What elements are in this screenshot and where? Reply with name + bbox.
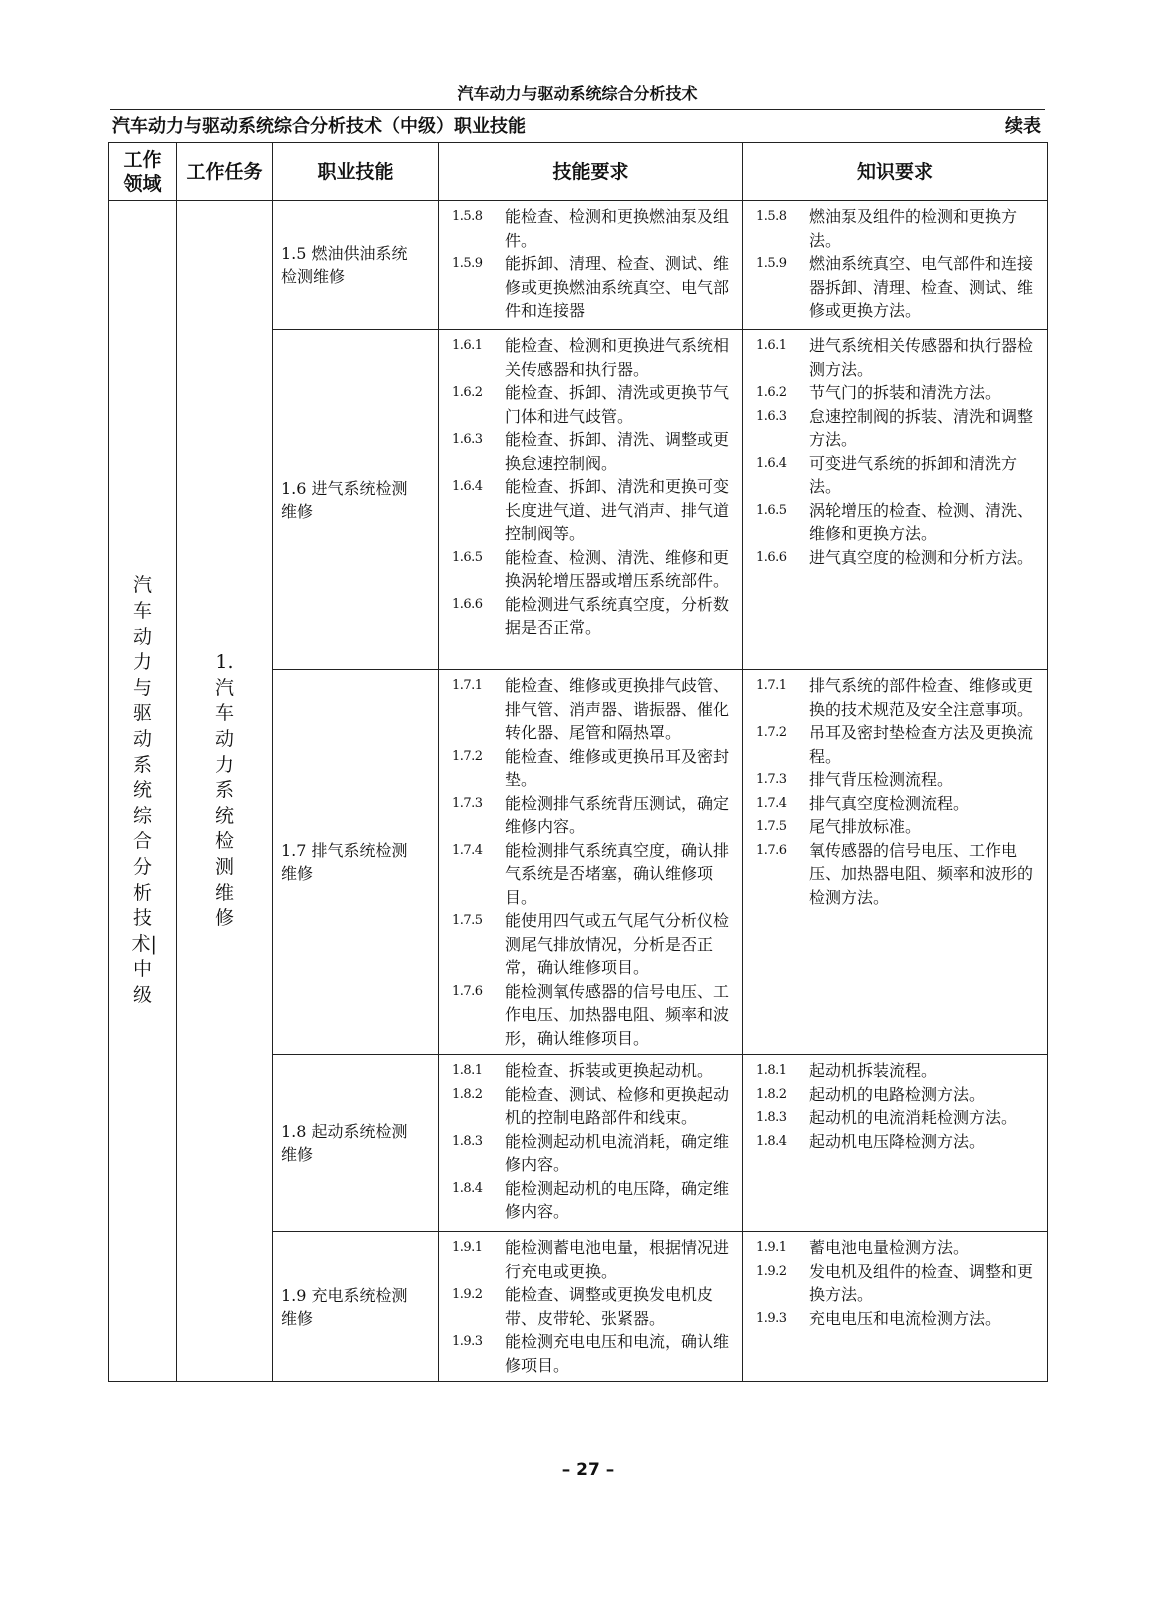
item-number: 1.9.1 bbox=[756, 1240, 787, 1255]
item-text: 能检查、拆卸、清洗和更换可变长度进气道、进气消声、排气道控制阀等。 bbox=[505, 477, 730, 543]
task-cell bbox=[177, 201, 273, 1382]
item-number: 1.7.3 bbox=[756, 772, 787, 787]
ability-item bbox=[439, 745, 742, 792]
ability-cell bbox=[439, 670, 743, 1055]
knowledge-item bbox=[743, 839, 1047, 910]
ability-item bbox=[439, 980, 742, 1051]
item-text: 能检查、拆卸、清洗、调整或更换怠速控制阀。 bbox=[505, 430, 730, 473]
ability-item bbox=[439, 428, 742, 475]
header-knowledge: 知识要求 bbox=[743, 143, 1048, 201]
item-text: 排气系统的部件检查、维修或更换的技术规范及安全注意事项。 bbox=[809, 676, 1034, 719]
task-text: 汽车动力系统检测维修 bbox=[214, 676, 234, 930]
knowledge-item bbox=[743, 768, 1047, 792]
ability-item bbox=[439, 205, 742, 252]
item-number: 1.6.1 bbox=[452, 338, 483, 353]
item-text: 进气系统相关传感器和执行器检测方法。 bbox=[809, 336, 1034, 379]
item-text: 排气真空度检测流程。 bbox=[809, 793, 970, 813]
item-text: 氧传感器的信号电压、工作电压、加热器电阻、频率和波形的检测方法。 bbox=[809, 840, 1034, 907]
knowledge-item bbox=[743, 721, 1047, 768]
skill-cell bbox=[273, 1232, 439, 1382]
ability-item bbox=[439, 839, 742, 910]
header-rule bbox=[110, 109, 1045, 110]
item-number: 1.8.4 bbox=[452, 1180, 483, 1196]
domain-text: 汽车动力与驱动系统综合分析技术|中级 bbox=[131, 574, 157, 1006]
item-number: 1.7.2 bbox=[452, 748, 483, 764]
knowledge-item bbox=[743, 452, 1047, 499]
ability-item bbox=[439, 1330, 742, 1377]
item-number: 1.8.4 bbox=[756, 1133, 787, 1149]
item-text: 能检查、维修或更换排气歧管、排气管、消声器、谐振器、催化转化器、尾管和隔热罩。 bbox=[505, 676, 730, 742]
knowledge-item bbox=[743, 1083, 1047, 1107]
item-text: 充电电压和电流检测方法。 bbox=[809, 1308, 1002, 1328]
item-number: 1.6.6 bbox=[452, 596, 483, 612]
item-text: 起动机拆装流程。 bbox=[809, 1061, 938, 1080]
item-text: 尾气排放标准。 bbox=[809, 817, 922, 836]
item-number: 1.7.6 bbox=[756, 842, 787, 858]
ability-item bbox=[439, 593, 742, 640]
item-number: 1.5.9 bbox=[452, 256, 483, 271]
header-row bbox=[109, 143, 1048, 201]
knowledge-cell bbox=[743, 1232, 1048, 1382]
ability-cell bbox=[439, 201, 743, 330]
item-text: 怠速控制阀的拆装、清洗和调整方法。 bbox=[809, 406, 1034, 449]
header-skill: 职业技能 bbox=[273, 143, 439, 201]
item-text: 能检测排气系统背压测试，确定维修内容。 bbox=[505, 793, 730, 836]
item-number: 1.5.8 bbox=[756, 209, 787, 224]
skill-cell bbox=[273, 670, 439, 1055]
ability-item bbox=[439, 1059, 742, 1083]
knowledge-item bbox=[743, 1260, 1047, 1307]
ability-item bbox=[439, 1083, 742, 1130]
item-text: 发电机及组件的检查、调整和更换方法。 bbox=[809, 1261, 1034, 1304]
skill-label: 1.6 进气系统检测维修 bbox=[281, 478, 408, 521]
item-number: 1.8.3 bbox=[756, 1110, 787, 1125]
skill-label: 1.5 燃油供油系统检测维修 bbox=[281, 244, 408, 286]
page-number: – 27 – bbox=[561, 1460, 615, 1480]
ability-item bbox=[439, 674, 742, 745]
item-text: 起动机的电路检测方法。 bbox=[809, 1084, 986, 1104]
item-text: 涡轮增压的检查、检测、清洗、维修和更换方法。 bbox=[809, 500, 1034, 543]
header-ability: 技能要求 bbox=[439, 143, 743, 201]
skill-label: 1.8 起动系统检测维修 bbox=[281, 1122, 408, 1164]
skill-label: 1.7 排气系统检测维修 bbox=[281, 841, 408, 883]
knowledge-item bbox=[743, 205, 1047, 252]
ability-item bbox=[439, 1236, 742, 1283]
item-number: 1.8.2 bbox=[756, 1086, 787, 1102]
item-number: 1.9.3 bbox=[452, 1334, 483, 1349]
item-number: 1.8.2 bbox=[452, 1086, 483, 1102]
item-text: 能检测进气系统真空度，分析数据是否正常。 bbox=[505, 594, 730, 637]
item-number: 1.6.6 bbox=[756, 549, 787, 565]
continued-label: 续表 bbox=[1005, 116, 1041, 137]
knowledge-item bbox=[743, 381, 1047, 405]
running-head: 汽车动力与驱动系统综合分析技术 bbox=[457, 84, 698, 103]
header-task: 工作任务 bbox=[177, 143, 273, 201]
item-text: 蓄电池电量检测方法。 bbox=[809, 1238, 970, 1257]
ability-cell bbox=[439, 1055, 743, 1232]
ability-item bbox=[439, 252, 742, 323]
item-text: 起动机电压降检测方法。 bbox=[809, 1131, 986, 1151]
item-number: 1.6.3 bbox=[756, 408, 787, 424]
item-number: 1.6.4 bbox=[452, 479, 483, 494]
item-text: 能拆卸、清理、检查、测试、维修或更换燃油系统真空、电气部件和连接器 bbox=[505, 254, 730, 320]
item-text: 燃油泵及组件的检测和更换方法。 bbox=[809, 207, 1018, 250]
item-text: 能检查、调整或更换发电机皮带、皮带轮、张紧器。 bbox=[505, 1285, 714, 1328]
item-text: 排气背压检测流程。 bbox=[809, 770, 954, 789]
table-body bbox=[109, 201, 1048, 1382]
task-number: 1. bbox=[215, 651, 234, 674]
knowledge-cell bbox=[743, 201, 1048, 330]
knowledge-item bbox=[743, 252, 1047, 323]
item-number: 1.6.5 bbox=[452, 549, 483, 565]
item-text: 能检测充电电压和电流，确认维修项目。 bbox=[505, 1332, 730, 1375]
knowledge-cell bbox=[743, 1055, 1048, 1232]
item-number: 1.7.2 bbox=[756, 725, 787, 740]
knowledge-item bbox=[743, 1106, 1047, 1130]
item-number: 1.7.4 bbox=[452, 842, 483, 858]
knowledge-item bbox=[743, 499, 1047, 546]
item-number: 1.9.1 bbox=[452, 1240, 483, 1255]
knowledge-item bbox=[743, 1236, 1047, 1260]
item-number: 1.5.9 bbox=[756, 256, 787, 271]
knowledge-cell bbox=[743, 670, 1048, 1055]
table-row bbox=[109, 201, 1048, 330]
item-number: 1.7.6 bbox=[452, 983, 483, 999]
item-text: 起动机的电流消耗检测方法。 bbox=[809, 1108, 1018, 1127]
skill-cell bbox=[273, 1055, 439, 1232]
item-text: 能检查、检测、清洗、维修和更换涡轮增压器或增压系统部件。 bbox=[505, 547, 730, 590]
ability-item bbox=[439, 909, 742, 980]
item-text: 能检查、拆装或更换起动机。 bbox=[505, 1061, 714, 1080]
table-title-row bbox=[110, 113, 1045, 141]
item-number: 1.6.5 bbox=[756, 502, 787, 518]
item-text: 能检查、测试、检修和更换起动机的控制电路部件和线束。 bbox=[505, 1084, 730, 1127]
header-domain: 工作领域 bbox=[109, 143, 177, 201]
item-number: 1.7.4 bbox=[756, 795, 787, 811]
item-number: 1.5.8 bbox=[452, 209, 483, 224]
ability-item bbox=[439, 792, 742, 839]
item-text: 能检查、拆卸、清洗或更换节气门体和进气歧管。 bbox=[505, 383, 730, 426]
item-number: 1.9.2 bbox=[452, 1287, 483, 1302]
knowledge-item bbox=[743, 1130, 1047, 1154]
item-text: 节气门的拆装和清洗方法。 bbox=[809, 383, 1002, 402]
item-text: 能检查、检测和更换进气系统相关传感器和执行器。 bbox=[505, 336, 730, 379]
item-number: 1.9.3 bbox=[756, 1310, 787, 1326]
item-text: 可变进气系统的拆卸和清洗方法。 bbox=[809, 453, 1018, 496]
item-number: 1.7.1 bbox=[452, 678, 483, 693]
item-number: 1.6.2 bbox=[452, 385, 483, 400]
item-text: 燃油系统真空、电气部件和连接器拆卸、清理、检查、测试、维修或更换方法。 bbox=[809, 254, 1034, 320]
ability-cell bbox=[439, 1232, 743, 1382]
item-number: 1.8.1 bbox=[452, 1063, 483, 1078]
ability-item bbox=[439, 1283, 742, 1330]
domain-cell bbox=[109, 201, 177, 1382]
item-number: 1.6.1 bbox=[756, 338, 787, 353]
item-number: 1.9.2 bbox=[756, 1263, 787, 1279]
item-number: 1.6.2 bbox=[756, 385, 787, 400]
item-text: 吊耳及密封垫检查方法及更换流程。 bbox=[809, 723, 1034, 766]
ability-item bbox=[439, 334, 742, 381]
skill-label: 1.9 充电系统检测维修 bbox=[281, 1285, 408, 1328]
item-number: 1.6.4 bbox=[756, 455, 787, 471]
knowledge-item bbox=[743, 334, 1047, 381]
ability-cell bbox=[439, 330, 743, 670]
item-text: 能检测排气系统真空度，确认排气系统是否堵塞，确认维修项目。 bbox=[505, 840, 730, 907]
knowledge-item bbox=[743, 405, 1047, 452]
item-number: 1.8.3 bbox=[452, 1133, 483, 1149]
item-text: 进气真空度的检测和分析方法。 bbox=[809, 547, 1034, 567]
ability-item bbox=[439, 546, 742, 593]
knowledge-item bbox=[743, 815, 1047, 839]
item-number: 1.7.1 bbox=[756, 678, 787, 693]
item-text: 能检查、维修或更换吊耳及密封垫。 bbox=[505, 746, 730, 789]
skill-cell bbox=[273, 201, 439, 330]
item-text: 能检测起动机的电压降，确定维修内容。 bbox=[505, 1178, 730, 1221]
knowledge-item bbox=[743, 1059, 1047, 1083]
ability-item bbox=[439, 475, 742, 546]
ability-item bbox=[439, 381, 742, 428]
item-number: 1.6.3 bbox=[452, 432, 483, 447]
item-number: 1.7.3 bbox=[452, 795, 483, 811]
item-number: 1.7.5 bbox=[452, 913, 483, 928]
item-number: 1.8.1 bbox=[756, 1063, 787, 1078]
item-text: 能检查、检测和更换燃油泵及组件。 bbox=[505, 207, 730, 250]
table-title: 汽车动力与驱动系统综合分析技术（中级）职业技能 bbox=[112, 116, 526, 137]
knowledge-item bbox=[743, 674, 1047, 721]
item-text: 能检测起动机电流消耗，确定维修内容。 bbox=[505, 1131, 730, 1174]
knowledge-item bbox=[743, 792, 1047, 816]
item-text: 能检测蓄电池电量，根据情况进行充电或更换。 bbox=[505, 1238, 730, 1281]
knowledge-cell bbox=[743, 330, 1048, 670]
item-text: 能检测氧传感器的信号电压、工作电压、加热器电阻、频率和波形，确认维修项目。 bbox=[505, 981, 730, 1048]
item-text: 能使用四气或五气尾气分析仪检测尾气排放情况，分析是否正常，确认维修项目。 bbox=[505, 911, 730, 977]
skills-table bbox=[108, 142, 1048, 1382]
ability-item bbox=[439, 1177, 742, 1224]
item-number: 1.7.5 bbox=[756, 819, 787, 834]
skill-cell bbox=[273, 330, 439, 670]
knowledge-item bbox=[743, 1307, 1047, 1331]
knowledge-item bbox=[743, 546, 1047, 570]
ability-item bbox=[439, 1130, 742, 1177]
